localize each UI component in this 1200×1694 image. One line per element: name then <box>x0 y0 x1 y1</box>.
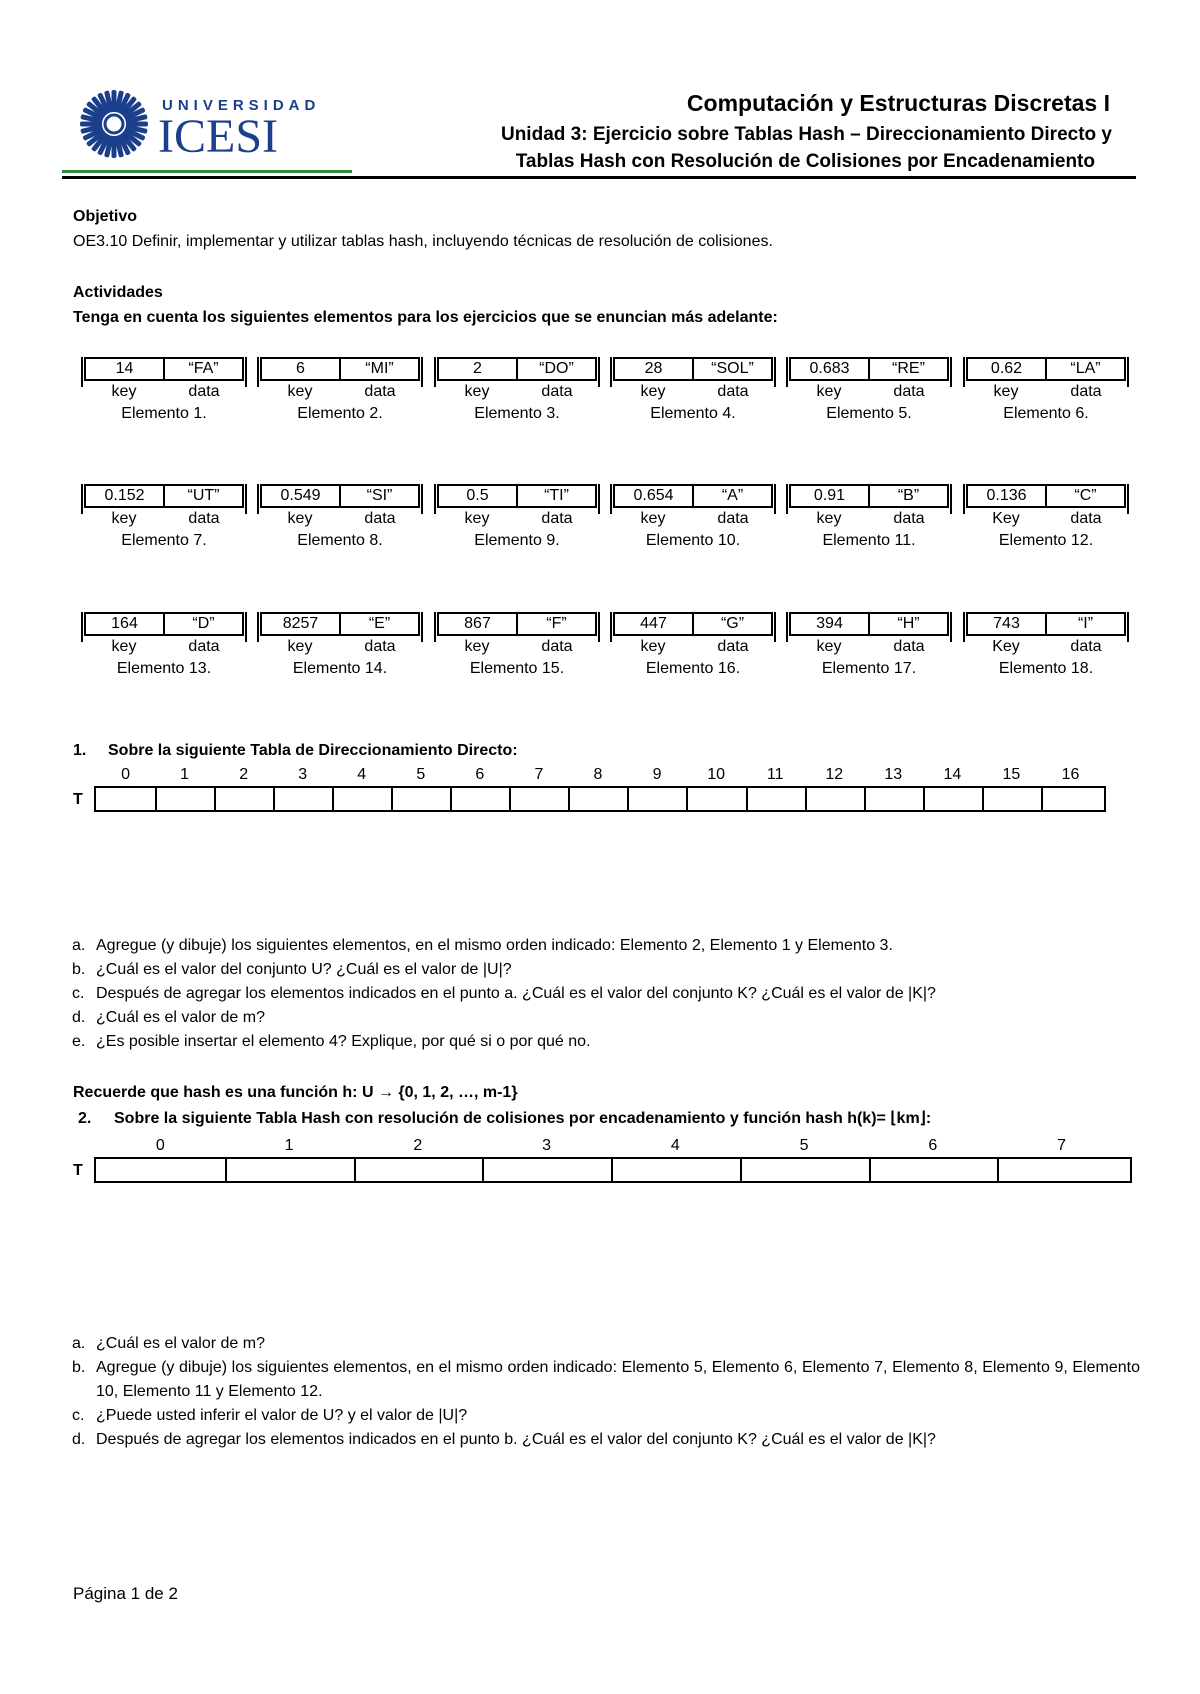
subquestion-marker: c. <box>72 985 85 1002</box>
element-key: 447 <box>640 615 667 632</box>
subquestion-marker: d. <box>72 1009 86 1026</box>
element-key: 394 <box>816 615 843 632</box>
key-label: key <box>816 383 842 400</box>
element-name: Elemento 17. <box>821 660 917 677</box>
hash-reminder: Recuerde que hash es una función h: U → {0, 1, 2, …, m-1} <box>73 1084 518 1101</box>
subquestion-marker: a. <box>72 937 86 954</box>
logo-green-rule <box>62 170 352 173</box>
element-box <box>84 484 244 508</box>
element-data: “I” <box>1045 614 1124 634</box>
slot-index: 5 <box>416 766 426 783</box>
slot-index: 4 <box>670 1137 680 1154</box>
element-name: Elemento 11. <box>822 532 916 549</box>
element-key: 14 <box>115 360 134 377</box>
element-record <box>789 357 949 425</box>
objective-title: Objetivo <box>73 208 138 225</box>
element-box <box>789 612 949 636</box>
element-data: “SI” <box>339 486 418 506</box>
data-label: data <box>717 510 749 527</box>
element-data: “B” <box>868 486 947 506</box>
table-slot <box>686 788 745 810</box>
element-key: 0.62 <box>990 360 1023 377</box>
element-data: “F” <box>516 614 595 634</box>
q1-text: Sobre la siguiente Tabla de Direccionamiento Directo: <box>108 742 518 759</box>
table-slot <box>611 1159 740 1181</box>
table-slot <box>805 788 864 810</box>
table-slot <box>627 788 686 810</box>
slot-index: 2 <box>239 766 249 783</box>
data-label: data <box>1070 510 1102 527</box>
subquestion-text: Agregue (y dibuje) los siguientes elementos, en el mismo orden indicado: Elemento 2, Elemento 1 y Elemento 3. <box>96 937 893 954</box>
subquestion <box>30 1332 1140 1356</box>
element-data: “RE” <box>868 359 947 379</box>
data-label: data <box>188 383 220 400</box>
element-record <box>613 612 773 680</box>
key-label: key <box>464 638 490 655</box>
q1-table-label: T <box>73 791 83 808</box>
element-record <box>437 612 597 680</box>
element-key: 0.136 <box>986 487 1027 504</box>
element-name: Elemento 16. <box>645 660 741 677</box>
activities-title: Actividades <box>73 284 163 301</box>
element-data: “TI” <box>516 486 595 506</box>
q1-number: 1. <box>73 742 87 759</box>
slot-index: 16 <box>1061 766 1080 783</box>
element-record <box>789 612 949 680</box>
element-record <box>84 612 244 680</box>
data-label: data <box>364 638 396 655</box>
key-label: key <box>464 510 490 527</box>
data-label: data <box>1070 383 1102 400</box>
element-data: “D” <box>163 614 242 634</box>
key-label: key <box>287 510 313 527</box>
subquestion <box>30 982 1150 1006</box>
element-key: 28 <box>644 360 663 377</box>
table-slot <box>997 1159 1126 1181</box>
element-record <box>260 484 420 552</box>
element-box <box>437 484 597 508</box>
table-slot <box>96 788 155 810</box>
element-box <box>260 357 420 381</box>
element-name: Elemento 14. <box>292 660 388 677</box>
table-slot <box>214 788 273 810</box>
element-record <box>260 357 420 425</box>
element-name: Elemento 12. <box>998 532 1094 549</box>
table-slot <box>869 1159 998 1181</box>
element-key: 0.683 <box>809 360 850 377</box>
subquestion-marker: b. <box>72 961 86 978</box>
element-name: Elemento 3. <box>474 405 560 422</box>
table-slot <box>740 1159 869 1181</box>
university-logo <box>76 86 336 162</box>
data-label: data <box>717 383 749 400</box>
table-slot <box>568 788 627 810</box>
slot-index: 5 <box>799 1137 809 1154</box>
subquestion-text: ¿Puede usted inferir el valor de U? y el valor de |U|? <box>96 1407 468 1424</box>
subquestion-text: Después de agregar los elementos indicados en el punto a. ¿Cuál es el valor del conjunto K? ¿Cuál es el valor de |K|? <box>96 985 936 1002</box>
element-record <box>613 484 773 552</box>
element-box <box>966 357 1126 381</box>
course-title: Computación y Estructuras Discretas I <box>686 90 1110 116</box>
slot-index: 6 <box>928 1137 938 1154</box>
q2-table-label: T <box>73 1162 83 1179</box>
element-box <box>260 484 420 508</box>
element-data: “A” <box>692 486 771 506</box>
element-key: 2 <box>473 360 482 377</box>
slot-index: 3 <box>298 766 308 783</box>
table-slot <box>482 1159 611 1181</box>
table-slot <box>96 1159 225 1181</box>
subquestion <box>30 1404 1140 1428</box>
key-label: key <box>816 510 842 527</box>
data-label: data <box>541 510 573 527</box>
element-name: Elemento 6. <box>1003 405 1089 422</box>
element-box <box>437 612 597 636</box>
element-data: “FA” <box>163 359 242 379</box>
subquestion <box>30 1006 1150 1030</box>
slot-index: 10 <box>707 766 725 783</box>
slot-index: 15 <box>1002 766 1021 783</box>
element-name: Elemento 13. <box>116 660 212 677</box>
key-label: key <box>464 383 490 400</box>
logo-top-text: UNIVERSIDAD <box>162 97 321 114</box>
element-key: 867 <box>464 615 491 632</box>
data-label: data <box>541 638 573 655</box>
element-record <box>966 357 1126 425</box>
q1-subquestions <box>30 934 1150 1054</box>
element-box <box>613 612 773 636</box>
element-name: Elemento 9. <box>474 532 560 549</box>
key-label: key <box>111 383 137 400</box>
table-slot <box>155 788 214 810</box>
page-footer: Página 1 de 2 <box>73 1584 178 1603</box>
element-name: Elemento 7. <box>121 532 207 549</box>
element-data: “H” <box>868 614 947 634</box>
element-box <box>84 357 244 381</box>
slot-index: 4 <box>357 766 367 783</box>
element-name: Elemento 1. <box>121 405 207 422</box>
icesi-sunburst-icon <box>76 86 336 162</box>
slot-index: 11 <box>766 766 784 783</box>
data-label: data <box>541 383 573 400</box>
element-data: “LA” <box>1045 359 1124 379</box>
element-key: 743 <box>993 615 1020 632</box>
element-data: “DO” <box>516 359 595 379</box>
element-key: 0.91 <box>813 487 846 504</box>
element-box <box>789 484 949 508</box>
slot-index: 3 <box>542 1137 552 1154</box>
element-key: 0.549 <box>280 487 321 504</box>
key-label: key <box>640 383 666 400</box>
element-record <box>84 357 244 425</box>
subquestion-text: ¿Es posible insertar el elemento 4? Explique, por qué si o por qué no. <box>96 1033 591 1050</box>
data-label: data <box>1070 638 1102 655</box>
element-key: 164 <box>111 615 138 632</box>
subquestion <box>30 934 1150 958</box>
data-label: data <box>364 510 396 527</box>
table-slot <box>923 788 982 810</box>
element-data: “E” <box>339 614 418 634</box>
objective-text: OE3.10 Definir, implementar y utilizar tablas hash, incluyendo técnicas de resolución de colisiones. <box>73 233 773 250</box>
subquestion <box>30 1356 1140 1404</box>
subquestion-marker: a. <box>72 1335 86 1352</box>
hash-chaining-table <box>94 1157 1132 1183</box>
element-key: 8257 <box>282 615 319 632</box>
element-box <box>613 357 773 381</box>
subquestion-text: ¿Cuál es el valor del conjunto U? ¿Cuál es el valor de |U|? <box>96 961 512 978</box>
table-slot <box>1041 788 1100 810</box>
element-key: 0.5 <box>466 487 489 504</box>
slot-index: 7 <box>534 766 544 783</box>
element-record <box>613 357 773 425</box>
data-label: data <box>364 383 396 400</box>
subquestion-marker: c. <box>72 1407 85 1424</box>
element-box <box>789 357 949 381</box>
data-label: data <box>188 510 220 527</box>
key-label: key <box>111 510 137 527</box>
element-name: Elemento 4. <box>650 405 736 422</box>
element-name: Elemento 10. <box>645 532 741 549</box>
element-record <box>437 484 597 552</box>
element-name: Elemento 2. <box>297 405 383 422</box>
key-label: key <box>287 383 313 400</box>
data-label: data <box>188 638 220 655</box>
slot-index: 7 <box>1057 1137 1067 1154</box>
element-record <box>437 357 597 425</box>
table-slot <box>391 788 450 810</box>
data-label: data <box>893 510 925 527</box>
key-label: key <box>640 510 666 527</box>
subquestion-marker: e. <box>72 1033 86 1050</box>
table-slot <box>982 788 1041 810</box>
header-divider <box>62 176 1136 179</box>
element-record <box>789 484 949 552</box>
element-key: 0.152 <box>104 487 145 504</box>
table-slot <box>746 788 805 810</box>
element-data: “C” <box>1045 486 1124 506</box>
key-label: key <box>287 638 313 655</box>
slot-index: 6 <box>475 766 485 783</box>
table-slot <box>332 788 391 810</box>
key-label: key <box>111 638 137 655</box>
slot-index: 9 <box>652 766 662 783</box>
subquestion <box>30 958 1150 982</box>
subquestion-text: ¿Cuál es el valor de m? <box>96 1009 265 1026</box>
subquestion-text: Después de agregar los elementos indicados en el punto b. ¿Cuál es el valor del conjunto K? ¿Cuál es el valor de |K|? <box>96 1431 936 1448</box>
element-box <box>260 612 420 636</box>
element-box <box>613 484 773 508</box>
element-record <box>260 612 420 680</box>
key-label: Key <box>992 510 1020 527</box>
table-slot <box>354 1159 483 1181</box>
subquestion-marker: d. <box>72 1431 86 1448</box>
activities-text: Tenga en cuenta los siguientes elementos para los ejercicios que se enuncian más adelante: <box>73 309 778 326</box>
table-slot <box>450 788 509 810</box>
element-box <box>966 612 1126 636</box>
element-name: Elemento 15. <box>469 660 565 677</box>
slot-index: 0 <box>155 1137 165 1154</box>
data-label: data <box>893 638 925 655</box>
key-label: key <box>816 638 842 655</box>
q2-subquestions <box>30 1332 1140 1452</box>
element-box <box>437 357 597 381</box>
element-record <box>84 484 244 552</box>
subquestion-text: ¿Cuál es el valor de m? <box>96 1335 265 1352</box>
slot-index: 2 <box>413 1137 423 1154</box>
element-box <box>966 484 1126 508</box>
q2-number: 2. <box>78 1110 92 1127</box>
element-record <box>966 612 1126 680</box>
element-data: “UT” <box>163 486 242 506</box>
subquestion <box>30 1428 1140 1452</box>
subquestion-text: Agregue (y dibuje) los siguientes elementos, en el mismo orden indicado: Elemento 5, Elemento 6, Elemento 7, Elemento 8, Elemento 9, Elemento 10, Elemento 11 y Elemento 12. <box>96 1359 1140 1400</box>
subquestion <box>30 1030 1150 1054</box>
element-name: Elemento 18. <box>998 660 1094 677</box>
element-box <box>84 612 244 636</box>
unit-title-line2: Tablas Hash con Resolución de Colisiones por Encadenamiento <box>515 151 1095 172</box>
table-slot <box>273 788 332 810</box>
element-key: 0.654 <box>633 487 674 504</box>
direct-address-table <box>94 786 1106 812</box>
element-name: Elemento 8. <box>297 532 383 549</box>
element-data: “MI” <box>339 359 418 379</box>
slot-index: 8 <box>593 766 603 783</box>
slot-index: 13 <box>884 766 903 783</box>
subquestion-marker: b. <box>72 1359 86 1376</box>
unit-title-line1: Unidad 3: Ejercicio sobre Tablas Hash – Direccionamiento Directo y <box>500 124 1112 145</box>
data-label: data <box>893 383 925 400</box>
slot-index: 1 <box>284 1137 294 1154</box>
key-label: Key <box>992 638 1020 655</box>
slot-index: 1 <box>180 766 190 783</box>
slot-index: 14 <box>943 766 962 783</box>
data-label: data <box>717 638 749 655</box>
element-name: Elemento 5. <box>826 405 912 422</box>
element-key: 6 <box>296 360 305 377</box>
slot-index: 12 <box>825 766 844 783</box>
logo-main-text: ICESI <box>158 110 278 162</box>
table-slot <box>864 788 923 810</box>
slot-index: 0 <box>121 766 130 783</box>
table-slot <box>509 788 568 810</box>
q2-text: Sobre la siguiente Tabla Hash con resolución de colisiones por encadenamiento y función hash h(k)= ⌊km⌋: <box>114 1110 932 1127</box>
key-label: key <box>640 638 666 655</box>
element-data: “SOL” <box>692 359 771 379</box>
table-slot <box>225 1159 354 1181</box>
element-data: “G” <box>692 614 771 634</box>
key-label: key <box>993 383 1019 400</box>
element-record <box>966 484 1126 552</box>
